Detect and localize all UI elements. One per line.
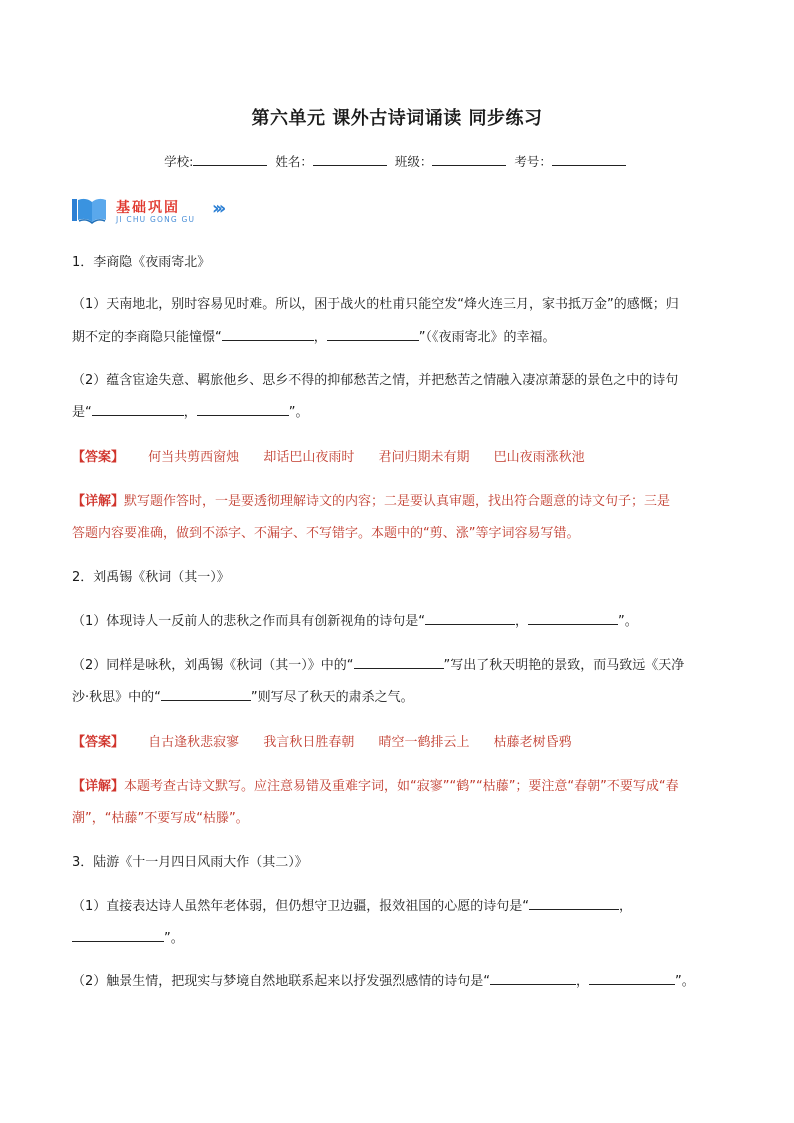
answer-blank[interactable] [222, 328, 314, 341]
section-banner [72, 196, 272, 226]
answer-blank[interactable] [490, 972, 576, 985]
q3-part2: （2）触景生情，把现实与梦境自然地联系起来以抒发强烈感情的诗句是“ ， ”。 [72, 974, 695, 989]
q2-detail-line1: 【详解】本题考查古诗文默写。应注意易错及重难字词，如“寂寥”“鹤”“枯藤”；要注意“春朝”不要写成“春 [72, 779, 679, 794]
answer-item: 何当共剪西窗烛 [148, 450, 240, 465]
question-3-heading: 3．陆游《十一月四日风雨大作（其二）》 [72, 855, 308, 870]
q2-answer [72, 731, 592, 750]
q2-part2-line1: （2）同样是咏秋，刘禹锡《秋词（其一）》中的“ ”写出了秋天明艳的景致，而马致远《天净 [72, 658, 685, 673]
answer-blank[interactable] [327, 328, 419, 341]
answer-blank[interactable] [72, 929, 164, 942]
q1-detail-line1: 【详解】默写题作答时，一是要透彻理解诗文的内容；二是要认真审题，找出符合题意的诗文句子；三是 [72, 494, 671, 509]
answer-blank[interactable] [589, 972, 675, 985]
name-label: 姓名： [275, 154, 313, 169]
student-info-row [0, 152, 794, 170]
q1-part1-line1: （1）天南地北，别时容易见时难。所以，困于战火的杜甫只能空发“烽火连三月，家书抵万金”的感慨；归 [72, 297, 679, 312]
q1-part2-line2: 是“ ， ”。 [72, 405, 309, 420]
answer-blank[interactable] [529, 897, 619, 910]
class-label: 班级： [394, 154, 433, 169]
chevrons-right-icon: ››› [212, 198, 223, 219]
answer-item: 我言秋日胜春朝 [263, 735, 355, 750]
page-title: 第六单元 课外古诗词诵读 同步练习 [251, 108, 543, 129]
answer-blank[interactable] [528, 612, 618, 625]
answer-item: 晴空一鹤排云上 [378, 735, 470, 750]
answer-blank[interactable] [92, 403, 184, 416]
name-field[interactable] [313, 153, 387, 166]
answer-item: 君问归期未有期 [378, 450, 470, 465]
banner-label: 基础巩固 [116, 200, 180, 216]
school-field[interactable] [193, 153, 267, 166]
q3-part1-line2: ”。 [72, 927, 184, 946]
answer-item: 枯藤老树昏鸦 [493, 735, 572, 750]
answer-label: 【答案】 [72, 735, 125, 750]
answer-item: 却话巴山夜雨时 [263, 450, 355, 465]
question-1-heading: 1．李商隐《夜雨寄北》 [72, 255, 211, 270]
answer-item: 自古逢秋悲寂寥 [148, 735, 240, 750]
school-label: 学校: [164, 154, 194, 169]
q1-part2-line1: （2）蕴含宦途失意、羁旅他乡、思乡不得的抑郁愁苦之情，并把愁苦之情融入凄凉萧瑟的景色之中的诗句 [72, 373, 679, 388]
answer-blank[interactable] [197, 403, 289, 416]
class-field[interactable] [432, 153, 506, 166]
detail-label: 【详解】 [72, 494, 125, 509]
q3-part1-line1: （1）直接表达诗人虽然年老体弱，但仍想守卫边疆，报效祖国的心愿的诗句是“ ， [72, 899, 633, 914]
exam-no-label: 考号： [514, 154, 552, 169]
q2-part2-line2: 沙·秋思》中的“ ”则写尽了秋天的肃杀之气。 [72, 690, 414, 705]
question-2-heading: 2．刘禹锡《秋词（其一）》 [72, 570, 230, 585]
answer-blank[interactable] [425, 612, 515, 625]
exam-no-field[interactable] [552, 153, 626, 166]
answer-item: 巴山夜雨涨秋池 [493, 450, 585, 465]
q2-part1: （1）体现诗人一反前人的悲秋之作而具有创新视角的诗句是“ ， ”。 [72, 614, 638, 629]
banner-pinyin: JI CHU GONG GU [116, 215, 196, 224]
detail-label: 【详解】 [72, 779, 125, 794]
q2-detail-line2: 潮”，“枯藤”不要写成“枯滕”。 [72, 811, 249, 826]
answer-blank[interactable] [161, 688, 251, 701]
open-book-icon [72, 196, 112, 224]
answer-label: 【答案】 [72, 450, 125, 465]
q1-answer [72, 446, 605, 465]
answer-blank[interactable] [354, 656, 444, 669]
q1-part1-line2: 期不定的李商隐只能憧憬“ ， ”（《夜雨寄北》的幸福。 [72, 330, 556, 345]
q1-detail-line2: 答题内容要准确，做到不添字、不漏字、不写错字。本题中的“剪、涨”等字词容易写错。 [72, 526, 580, 541]
